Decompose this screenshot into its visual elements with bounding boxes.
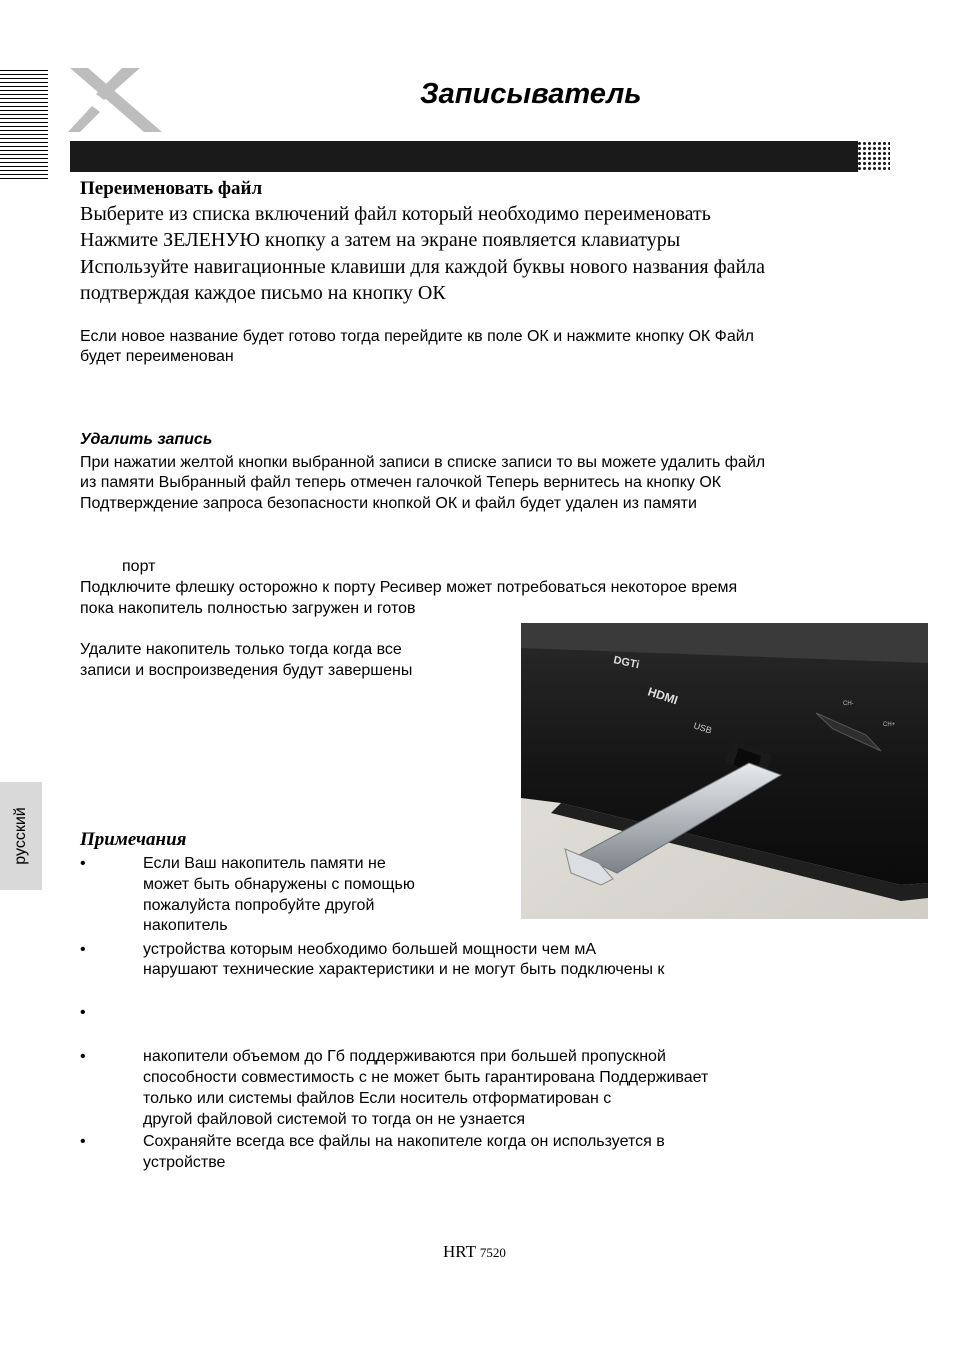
usb-line: пока накопитель полностью загружен и готов — [80, 600, 416, 617]
bullet-glyph: • — [80, 855, 86, 872]
usb-line: Подключите флешку осторожно к порту Ресивер может потребоваться некоторое время — [80, 579, 738, 596]
note-line: устройства которым необходимо большей мощности чем мА — [143, 941, 597, 958]
delete-line: из памяти Выбранный файл теперь отмечен галочкой Теперь вернитесь на кнопку ОК — [80, 474, 722, 491]
dgti-logo: DGTi — [612, 654, 641, 672]
hdmi-logo: HDMI — [646, 684, 680, 708]
note-line: Если Ваш накопитель памяти не — [143, 855, 386, 872]
footer-model-number: 7520 — [479, 1245, 506, 1260]
ch-minus-label: CH- — [843, 701, 854, 707]
delete-heading: Удалить запись — [80, 431, 213, 448]
footer-model-name: HRT — [443, 1242, 476, 1261]
note-line: нарушают технические характеристики и не могут быть подключены к — [143, 961, 665, 978]
receiver-usb-photo — [521, 623, 928, 919]
bullet-glyph: • — [80, 1133, 86, 1150]
rename-line: Используйте навигационные клавиши для каждой буквы нового названия файла — [80, 256, 766, 278]
header-bar — [70, 141, 858, 172]
footer-model — [443, 1242, 506, 1262]
rename-note-line: будет переименован — [80, 348, 234, 365]
notes-heading: Примечания — [80, 829, 187, 850]
rename-line: подтверждая каждое письмо на кнопку ОК — [80, 282, 446, 304]
language-label: русский — [12, 807, 29, 865]
bullet-glyph: • — [80, 1048, 86, 1065]
language-side-tab — [0, 782, 42, 890]
bullet-glyph: • — [80, 1004, 86, 1021]
note-line: другой файловой системой то тогда он не узнается — [143, 1111, 526, 1128]
header-bar-dots — [852, 141, 890, 172]
ch-plus-label: CH+ — [883, 722, 896, 728]
usb-remove-line: записи и воспроизведения будут завершены — [80, 662, 413, 679]
bullet-glyph: • — [80, 941, 86, 958]
delete-line: При нажатии желтой кнопки выбранной записи в списке записи то вы можете удалить файл — [80, 454, 766, 471]
note-line: только или системы файлов Если носитель отформатирован с — [143, 1090, 612, 1107]
note-line: может быть обнаружены с помощью — [143, 876, 415, 893]
rename-note-line: Если новое название будет готово тогда перейдите кв поле ОК и нажмите кнопку ОК Файл — [80, 328, 755, 345]
note-line: Сохраняйте всегда все файлы на накопителе когда он используется в — [143, 1133, 665, 1150]
note-line: пожалуйста попробуйте другой — [143, 897, 375, 914]
note-line: накопители объемом до Гб поддерживаются при большей пропускной — [143, 1048, 666, 1065]
rename-line: Нажмите ЗЕЛЕНУЮ кнопку а затем на экране появляется клавиатуры — [80, 229, 681, 251]
note-line: накопитель — [143, 917, 228, 934]
brand-x-logo — [66, 64, 166, 136]
rename-line: Выберите из списка включений файл который необходимо переименовать — [80, 203, 711, 225]
note-line: устройстве — [143, 1154, 226, 1171]
delete-line: Подтверждение запроса безопасности кнопкой ОК и файл будет удален из памяти — [80, 495, 697, 512]
side-stripes — [0, 70, 48, 180]
usb-logo: USB — [692, 720, 714, 736]
page-title: Записыватель — [420, 78, 642, 110]
usb-port-heading: порт — [122, 558, 156, 575]
usb-remove-line: Удалите накопитель только тогда когда все — [80, 641, 402, 658]
rename-heading: Переименовать файл — [80, 178, 263, 199]
note-line: способности совместимость с не может быть гарантирована Поддерживает — [143, 1069, 709, 1086]
